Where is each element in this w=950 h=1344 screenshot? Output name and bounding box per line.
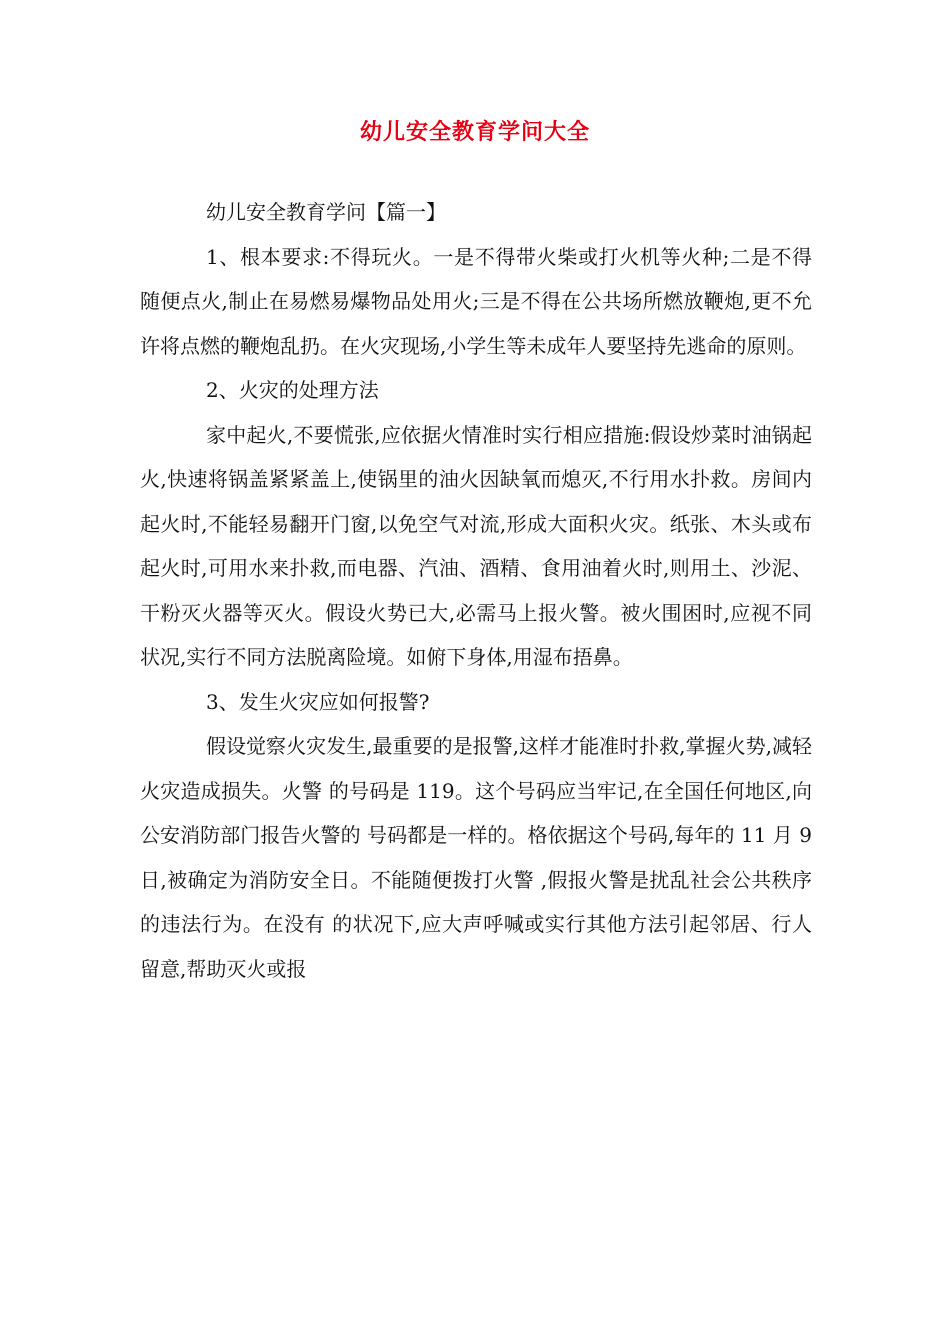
paragraph: 假设觉察火灾发生,最重要的是报警,这样才能准时扑救,掌握火势,减轻火灾造成损失。火警 的号码是 119。这个号码应当牢记,在全国任何地区,向公安消防部门报告火警的 号码都是一样的。格依据这个号码,每年的 11 月 9 日,被确定为消防安全日。不能随便拨打火警 ,假报火警是扰乱社会公共秩序的违法行为。在没有 的状况下,应大声呼喊或实行其他方法引起邻居、行人留意,帮助灭火或报 — [140, 734, 812, 981]
section-heading: 幼儿安全教育学问【篇一】 — [206, 200, 446, 224]
paragraph: 1、根本要求:不得玩火。一是不得带火柴或打火机等火种;二是不得随便点火,制止在易燃易爆物品处用火;三是不得在公共场所燃放鞭炮,更不允许将点燃的鞭炮乱扔。在火灾现场,小学生等未成年人要坚持先逃命的原则。 — [140, 244, 812, 358]
page-title: 幼儿安全教育学问大全 — [359, 118, 590, 145]
subheading: 2、火灾的处理方法 — [206, 378, 379, 402]
document-body — [140, 190, 812, 991]
paragraph: 家中起火,不要慌张,应依据火情准时实行相应措施:假设炒菜时油锅起火,快速将锅盖紧紧盖上,使锅里的油火因缺氧而熄灭,不行用水扑救。房间内起火时,不能轻易翻开门窗,以免空气对流,形成大面积火灾。纸张、木头或布起火时,可用水来扑救,而电器、汽油、酒精、食用油着火时,则用土、沙泥、干粉灭火器等灭火。假设火势已大,必需马上报火警。被火围困时,应视不同状况,实行不同方法脱离险境。如俯下身体,用湿布捂鼻。 — [140, 422, 812, 669]
subheading: 3、发生火灾应如何报警? — [206, 689, 430, 714]
